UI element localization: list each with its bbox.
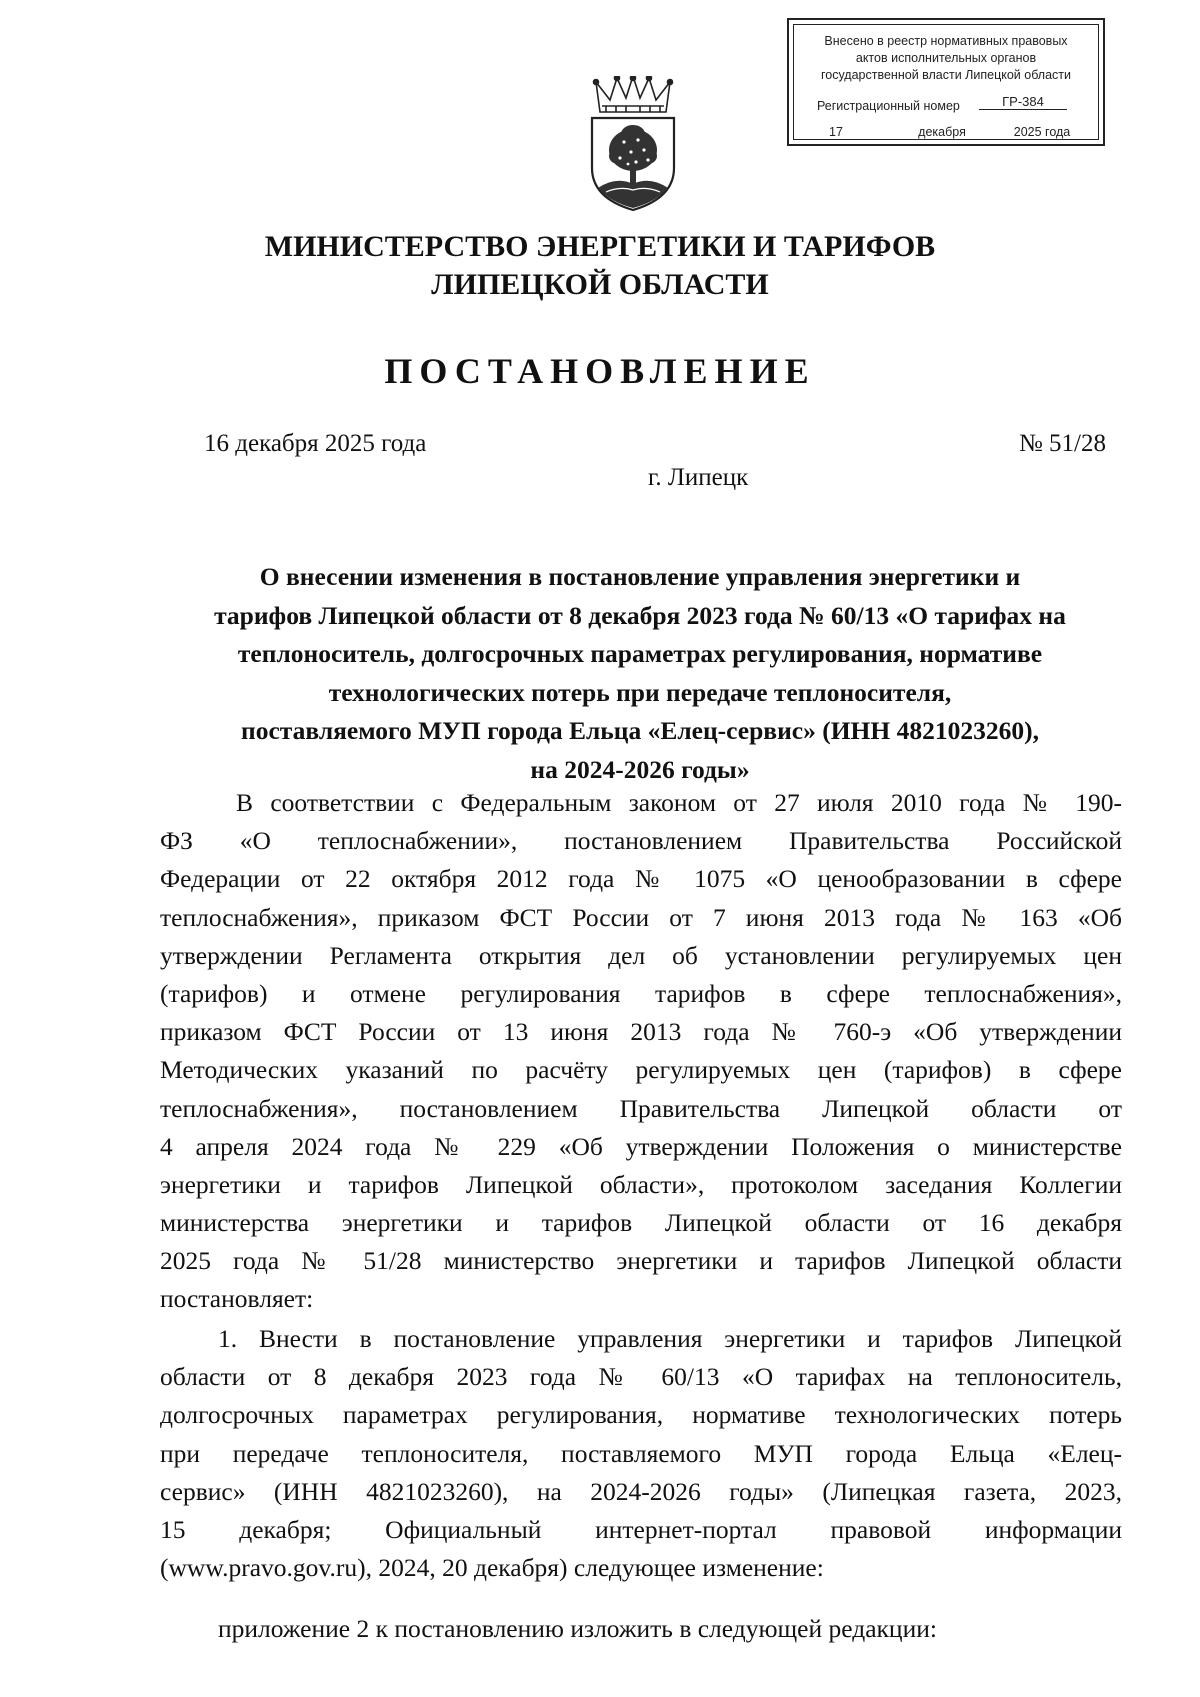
stamp-line-2: актов исполнительных органов bbox=[855, 51, 1037, 65]
subject-line: на 2024-2026 годы» bbox=[530, 754, 750, 784]
preamble-paragraph bbox=[160, 784, 1122, 1319]
stamp-line-3: государственной власти Липецкой области bbox=[820, 68, 1072, 82]
subject-line: поставляемого МУП города Ельца «Елец-сервис» (ИНН 4821023260), bbox=[241, 716, 1039, 745]
preamble-line: (тарифов) и отмене регулирования тарифов в сфере теплоснабжения», bbox=[160, 978, 1122, 1008]
item-1-line: при передаче теплоносителя, поставляемого МУП города Ельца «Елец- bbox=[160, 1438, 1122, 1468]
preamble-line: энергетики и тарифов Липецкой области», протоколом заседания Коллегии bbox=[160, 1169, 1122, 1199]
document-subject-heading bbox=[160, 558, 1120, 789]
item-1-line: сервис» (ИНН 4821023260), на 2024-2026 годы» (Липецкая газета, 2023, bbox=[160, 1476, 1122, 1506]
stamp-reg-label: Регистрационный номер bbox=[817, 99, 960, 113]
lipetsk-coat-of-arms-icon bbox=[586, 76, 680, 212]
item-1-line: (www.pravo.gov.ru), 2024, 20 декабря) следующее изменение: bbox=[160, 1553, 824, 1583]
stamp-day: 17 bbox=[811, 125, 861, 140]
subject-line: технологических потерь при передаче теплоносителя, bbox=[328, 677, 952, 707]
ministry-name-line-1: МИНИСТЕРСТВО ЭНЕРГЕТИКИ И ТАРИФОВ bbox=[264, 230, 936, 263]
item-1-line: 1. Внести в постановление управления энергетики и тарифов Липецкой bbox=[218, 1324, 1122, 1353]
preamble-line: ФЗ «О теплоснабжении», постановлением Правительства Российской bbox=[160, 826, 1122, 856]
stamp-year: 2025 года bbox=[1007, 125, 1077, 140]
document-city: г. Липецк bbox=[648, 464, 749, 491]
preamble-line: утверждении Регламента открытия дел об установлении регулируемых цен bbox=[160, 940, 1122, 970]
closing-line: приложение 2 к постановлению изложить в следующей редакции: bbox=[218, 1614, 937, 1643]
preamble-line: Федерации от 22 октября 2012 года № 1075 «О ценообразовании в сфере bbox=[160, 864, 1122, 894]
preamble-line: министерства энергетики и тарифов Липецкой области от 16 декабря bbox=[160, 1208, 1122, 1238]
preamble-line: приказом ФСТ России от 13 июня 2013 года № 760-э «Об утверждении bbox=[160, 1017, 1122, 1047]
preamble-line: Методических указаний по расчёту регулируемых цен (тарифов) в сфере bbox=[160, 1055, 1122, 1085]
preamble-line: постановляет: bbox=[160, 1284, 314, 1314]
document-date: 16 декабря 2025 года bbox=[204, 430, 427, 457]
item-1-line: 15 декабря; Официальный интернет-портал правовой информации bbox=[160, 1514, 1122, 1544]
item-1-line: долгосрочных параметрах регулирования, нормативе технологических потерь bbox=[160, 1400, 1122, 1430]
item-1-line: области от 8 декабря 2023 года № 60/13 «О тарифах на теплоноситель, bbox=[160, 1362, 1122, 1392]
preamble-line: 4 апреля 2024 года № 229 «Об утверждении Положения о министерстве bbox=[160, 1131, 1122, 1161]
closing-paragraph bbox=[160, 1610, 1122, 1648]
item-1-paragraph bbox=[160, 1320, 1122, 1587]
document-number: № 51/28 bbox=[1018, 430, 1106, 457]
subject-line: О внесении изменения в постановление управления энергетики и bbox=[259, 562, 1021, 591]
preamble-line: теплоснабжения», постановлением Правительства Липецкой области от bbox=[160, 1093, 1122, 1123]
document-type-title: ПОСТАНОВЛЕНИЕ bbox=[384, 351, 816, 391]
ministry-name-line-2: ЛИПЕЦКОЙ ОБЛАСТИ bbox=[431, 268, 769, 301]
stamp-month: декабря bbox=[895, 125, 989, 140]
subject-line: теплоноситель, долгосрочных параметрах регулирования, нормативе bbox=[237, 639, 1043, 668]
preamble-line: В соответствии с Федеральным законом от 27 июля 2010 года № 190- bbox=[236, 788, 1122, 817]
subject-line: тарифов Липецкой области от 8 декабря 2023 года № 60/13 «О тарифах на bbox=[214, 600, 1066, 630]
preamble-line: 2025 года № 51/28 министерство энергетики и тарифов Липецкой области bbox=[160, 1246, 1122, 1276]
preamble-line: теплоснабжения», приказом ФСТ России от 7 июня 2013 года № 163 «Об bbox=[160, 902, 1122, 932]
registration-stamp bbox=[787, 18, 1105, 146]
stamp-reg-number: ГР-384 bbox=[979, 94, 1067, 110]
stamp-line-1: Внесено в реестр нормативных правовых bbox=[824, 34, 1068, 48]
